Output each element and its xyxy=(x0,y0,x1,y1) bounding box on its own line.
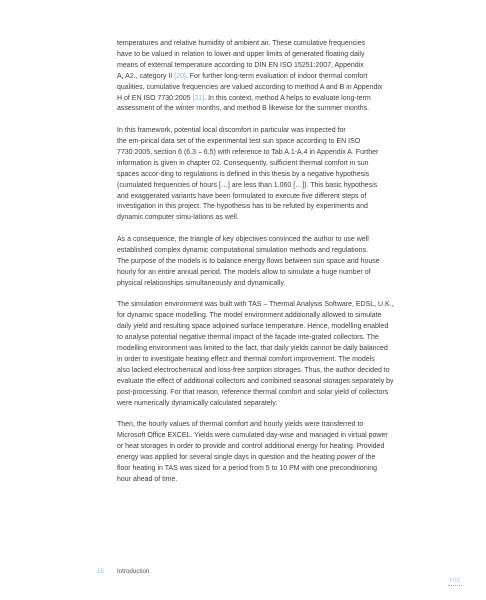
text-segment: hourly for an entire annual period. The models allow to simulate a huge number of xyxy=(117,268,371,276)
text-segment: physical relationships simultaneously and dynamically. xyxy=(117,279,286,287)
citation-link[interactable]: [20] xyxy=(174,72,186,80)
text-segment: Then, the hourly values of thermal comfort and hourly yields were transferred to xyxy=(117,421,364,429)
text-line xyxy=(117,39,437,50)
text-line xyxy=(117,366,437,377)
text-segment: energy was applied for several single days in question and the heating power of the xyxy=(117,454,376,461)
text-line xyxy=(117,453,437,464)
text-line xyxy=(117,126,437,137)
text-line xyxy=(117,61,437,72)
text-segment: means of external temperature according to DIN EN ISO 15251:2007, Appendix xyxy=(117,61,364,69)
text-segment: The simulation environment was built with TAS – Thermal Analysis Software, EDSL, U.K., xyxy=(117,301,394,309)
text-line xyxy=(117,344,437,355)
text-segment: In this framework, potential local discomfort in particular was inspected for xyxy=(117,127,346,135)
text-line xyxy=(117,399,437,410)
text-segment: daily yield and resulting space adjoined surface temperature. Hence, modelling enabled xyxy=(117,323,389,331)
text-line xyxy=(117,83,437,94)
text-segment: dynamic computer simu-lations as well. xyxy=(117,214,239,222)
text-line xyxy=(117,159,437,170)
body-text xyxy=(117,39,437,497)
text-segment: information is given in chapter 02. Consequently, sufficient thermal comfort in sun xyxy=(117,159,369,167)
page-footer xyxy=(0,568,486,582)
text-line xyxy=(117,257,437,268)
text-segment: for dynamic space modelling. The model environment additionally allowed to simulate xyxy=(117,312,382,320)
text-line xyxy=(117,268,437,279)
text-line xyxy=(117,333,437,344)
text-segment: The purpose of the models is to balance energy flows between sun space and house xyxy=(117,257,380,265)
text-line xyxy=(117,192,437,203)
text-line xyxy=(117,377,437,388)
text-line xyxy=(117,202,437,213)
text-segment: As a consequence, the triangle of key objectives convinced the author to use well xyxy=(117,236,369,244)
paragraph xyxy=(117,300,437,409)
text-line xyxy=(117,170,437,181)
text-segment: investigation in this project. The hypothesis has to be refuted by experiments and xyxy=(117,203,368,211)
text-segment: . In this context, method A helps to evaluate long-term xyxy=(204,94,371,102)
text-segment: established complex dynamic computational simulation methods and regulations. xyxy=(117,247,368,254)
text-line xyxy=(117,181,437,192)
paragraph xyxy=(117,126,437,224)
text-segment: assessment of the winter months, and method B likewise for the summer months. xyxy=(117,105,370,113)
text-line xyxy=(117,388,437,399)
text-line xyxy=(117,94,437,105)
text-segment: in order to investigate heating effect and thermal comfort improvement. The models xyxy=(117,355,375,363)
text-segment: have to be valued in relation to lower and upper limits of generated floating daily xyxy=(117,50,365,58)
text-line xyxy=(117,442,437,453)
text-segment: temperatures and relative humidity of ambient air. These cumulative frequencies xyxy=(117,40,366,47)
toc-label: TOC xyxy=(449,578,461,584)
text-line xyxy=(117,104,437,115)
text-line xyxy=(117,300,437,311)
text-segment: (cumulated frequencies of hours […] are less than 1.060 […]). This basic hypothesis xyxy=(117,181,378,189)
text-segment: A, A2., category II xyxy=(117,72,175,80)
text-line xyxy=(117,322,437,333)
text-segment: . For further long-term evaluation of indoor thermal comfort xyxy=(185,72,368,80)
text-line xyxy=(117,420,437,431)
text-segment: or heat storages in order to provide and control additional energy for heating. Provided xyxy=(117,443,385,451)
text-segment: to analyse potential negative thermal impact of the façade inte-grated collectors. The xyxy=(117,334,379,342)
text-line xyxy=(117,213,437,224)
text-segment: qualities, cumulative frequencies are valued according to method A and B in Appendix xyxy=(117,83,383,91)
paragraph xyxy=(117,235,437,290)
text-line xyxy=(117,355,437,366)
text-line xyxy=(117,246,437,257)
text-line xyxy=(117,50,437,61)
citation-link[interactable]: [21] xyxy=(192,94,205,102)
text-segment: also lacked electrochemical and loss-free sorption storages. Thus, the author decided to xyxy=(117,366,390,374)
text-segment: 7730:2005, section 6 (6.3 – 6.5) with reference to Tab A.1-A.4 in Appendix A. Further xyxy=(117,148,379,156)
text-segment: Microsoft Office EXCEL. Yields were cumulated day-wise and managed in virtual power xyxy=(117,432,388,440)
text-line xyxy=(117,431,437,442)
text-line xyxy=(117,148,437,159)
text-line xyxy=(117,72,437,83)
text-segment: spaces accor-ding to regulations is defined in this thesis by a negative hypothesis xyxy=(117,170,370,178)
paragraph xyxy=(117,39,437,115)
text-line xyxy=(117,279,437,290)
text-line xyxy=(117,475,437,486)
text-segment: and exaggerated variants have been formulated to execute five different steps of xyxy=(117,192,367,200)
toc-underline xyxy=(448,585,462,586)
text-line xyxy=(117,137,437,148)
section-label: Introduction xyxy=(117,568,150,575)
text-segment: H of EN ISO 7730:2005 xyxy=(117,94,193,102)
page-number: 15 xyxy=(97,568,104,575)
text-line xyxy=(117,464,437,475)
text-segment: modelling environment was limited to the fact, that daily yields cannot be daily balanced xyxy=(117,345,388,353)
toc-link[interactable] xyxy=(448,578,462,586)
text-segment: the em-pirical data set of the experimental test sun space according to EN ISO xyxy=(117,138,361,146)
text-segment: hour ahead of time. xyxy=(117,475,178,483)
text-line xyxy=(117,235,437,246)
text-line xyxy=(117,311,437,322)
paragraph xyxy=(117,420,437,485)
text-segment: post-processing. For that reason, reference thermal comfort and solar yield of collectors xyxy=(117,388,389,396)
text-segment: were numerically dynamically calculated separately. xyxy=(117,399,278,407)
text-segment: floor heating in TAS was sized for a period from 5 to 10 PM with one preconditioning xyxy=(117,464,378,472)
text-segment: evaluate the effect of additional collectors and combined seasonal storages separately by xyxy=(117,377,394,385)
